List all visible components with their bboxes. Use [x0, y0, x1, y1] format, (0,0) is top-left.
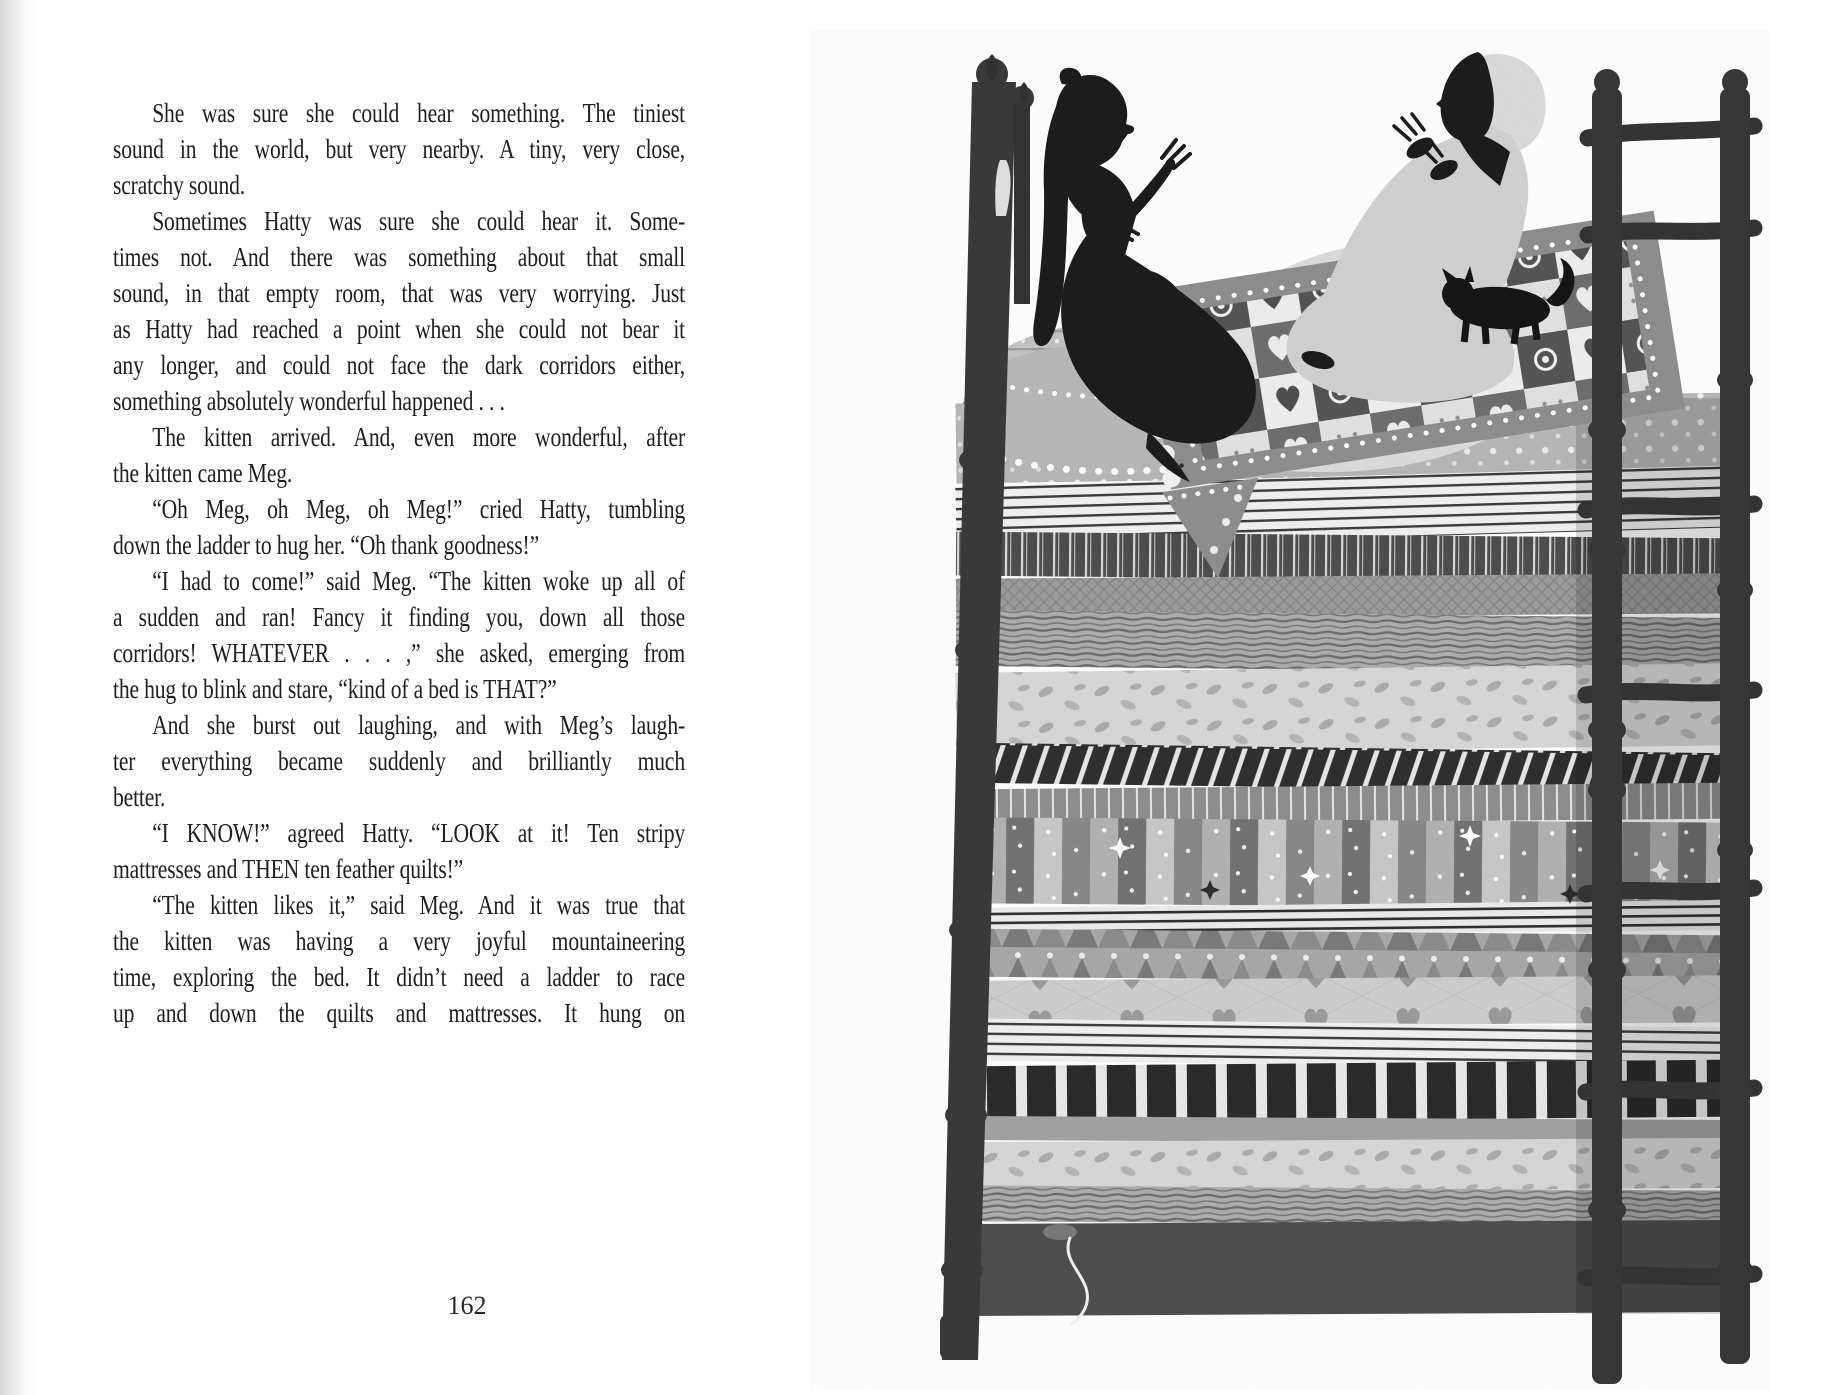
text-line: She was sure she could hear something. The tiniest [152, 98, 685, 128]
text-line: up and down the quilts and mattresses. It hung on [113, 998, 685, 1028]
text-line: sound in the world, but very nearby. A tiny, very close, [113, 134, 685, 164]
text-line: the kitten was having a very joyful mountaineering [113, 926, 685, 956]
text-line: ter everything became suddenly and brilliantly much [113, 746, 685, 776]
text-line: something absolutely wonderful happened . . . [113, 386, 505, 416]
text-line: a sudden and ran! Fancy it finding you, down all those [113, 602, 685, 632]
text-line: any longer, and could not face the dark corridors either, [113, 350, 685, 380]
text-line: better. [113, 782, 166, 812]
page-number: 162 [447, 1291, 487, 1320]
text-line: “I KNOW!” agreed Hatty. “LOOK at it! Ten stripy [152, 818, 685, 848]
text-block [113, 95, 685, 1031]
text-line: the hug to blink and stare, “kind of a bed is THAT?” [113, 674, 557, 704]
text-line: sound, in that empty room, that was very worrying. Just [113, 278, 685, 308]
text-line: “Oh Meg, oh Meg, oh Meg!” cried Hatty, tumbling [152, 494, 685, 524]
text-line: “The kitten likes it,” said Meg. And it was true that [152, 890, 685, 920]
text-line: down the ladder to hug her. “Oh thank goodness!” [113, 530, 540, 560]
paper-grain [810, 30, 1770, 1390]
text-line: corridors! WHATEVER . . . ,” she asked, emerging from [113, 638, 685, 668]
text-line: mattresses and THEN ten feather quilts!” [113, 854, 464, 884]
text-line: time, exploring the bed. It didn’t need a ladder to race [113, 962, 685, 992]
right-page [800, 0, 1848, 1395]
text-line: scratchy sound. [113, 170, 245, 200]
bed-illustration [810, 30, 1770, 1390]
left-page [0, 0, 800, 1395]
text-line: “I had to come!” said Meg. “The kitten woke up all of [152, 566, 685, 596]
text-line: times not. And there was something about that small [113, 242, 685, 272]
text-line: the kitten came Meg. [113, 458, 293, 488]
text-line: And she burst out laughing, and with Meg’s laugh- [152, 710, 685, 740]
text-line: Sometimes Hatty was sure she could hear it. Some- [152, 206, 685, 236]
text-line: as Hatty had reached a point when she could not bear it [113, 314, 685, 344]
text-line: The kitten arrived. And, even more wonderful, after [152, 422, 685, 452]
